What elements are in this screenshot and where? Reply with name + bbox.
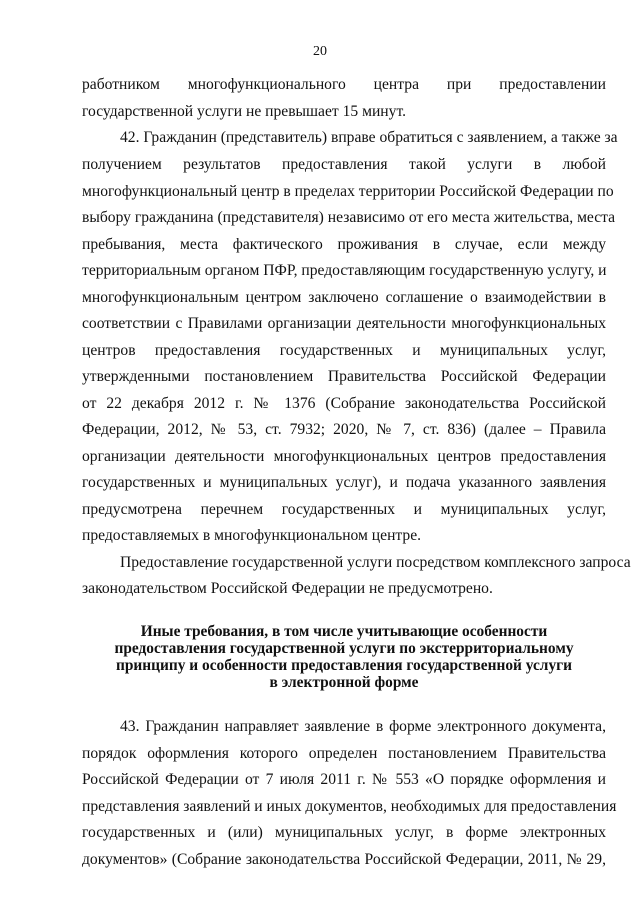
text-line: утвержденными постановлением Правительства Российской Федерации xyxy=(82,368,606,385)
page-number: 20 xyxy=(313,44,327,59)
text-line: пребывания, места фактического проживания в случае, если между xyxy=(82,236,606,253)
text-line: документов» (Собрание законодательства Российской Федерации, 2011, № 29, xyxy=(82,851,606,868)
text-line: предоставляемых в многофункциональном центре. xyxy=(82,527,422,544)
text-line: получением результатов предоставления такой услуги в любой xyxy=(82,156,606,173)
text-line: порядок оформления которого определен постановлением Правительства xyxy=(82,745,606,762)
section-heading-line: в электронной форме xyxy=(269,674,419,691)
text-line: 42. Гражданин (представитель) вправе обратиться с заявлением, а также за xyxy=(120,129,618,146)
section-heading-line: предоставления государственной услуги по экстерриториальному xyxy=(114,640,574,657)
text-line: организации деятельности многофункциональных центров предоставления xyxy=(82,448,606,465)
text-line: Предоставление государственной услуги посредством комплексного запроса xyxy=(120,554,631,571)
text-line: Российской Федерации от 7 июля 2011 г. № 553 «О порядке оформления и xyxy=(82,771,606,788)
text-line: работником многофункционального центра при предоставлении xyxy=(82,76,606,93)
text-line: центров предоставления государственных и муниципальных услуг, xyxy=(82,342,606,359)
text-line: Федерации, 2012, № 53, ст. 7932; 2020, № 7, ст. 836) (далее – Правила xyxy=(82,421,606,438)
text-line: многофункциональный центр в пределах территории Российской Федерации по xyxy=(82,183,614,200)
text-line: многофункциональным центром заключено соглашение о взаимодействии в xyxy=(82,289,606,306)
text-line: государственной услуги не превышает 15 минут. xyxy=(82,103,406,120)
text-line: законодательством Российской Федерации не предусмотрено. xyxy=(82,580,493,597)
text-line: государственных и муниципальных услуг), и подача указанного заявления xyxy=(82,474,606,491)
text-line: выбору гражданина (представителя) независимо от его места жительства, места xyxy=(82,209,616,226)
text-line: предусмотрена перечнем государственных и муниципальных услуг, xyxy=(82,501,606,518)
text-line: представления заявлений и иных документов, необходимых для предоставления xyxy=(82,798,617,815)
text-line: государственных и (или) муниципальных услуг, в форме электронных xyxy=(82,824,606,841)
section-heading-line: Иные требования, в том числе учитывающие особенности xyxy=(140,623,548,640)
text-line: от 22 декабря 2012 г. № 1376 (Собрание законодательства Российской xyxy=(82,395,606,412)
section-heading-line: принципу и особенности предоставления государственной услуги xyxy=(115,657,572,674)
text-line: территориальным органом ПФР, предоставляющим государственную услугу, и xyxy=(82,262,607,279)
text-line: 43. Гражданин направляет заявление в форме электронного документа, xyxy=(120,718,606,735)
text-line: соответствии с Правилами организации деятельности многофункциональных xyxy=(82,315,606,332)
